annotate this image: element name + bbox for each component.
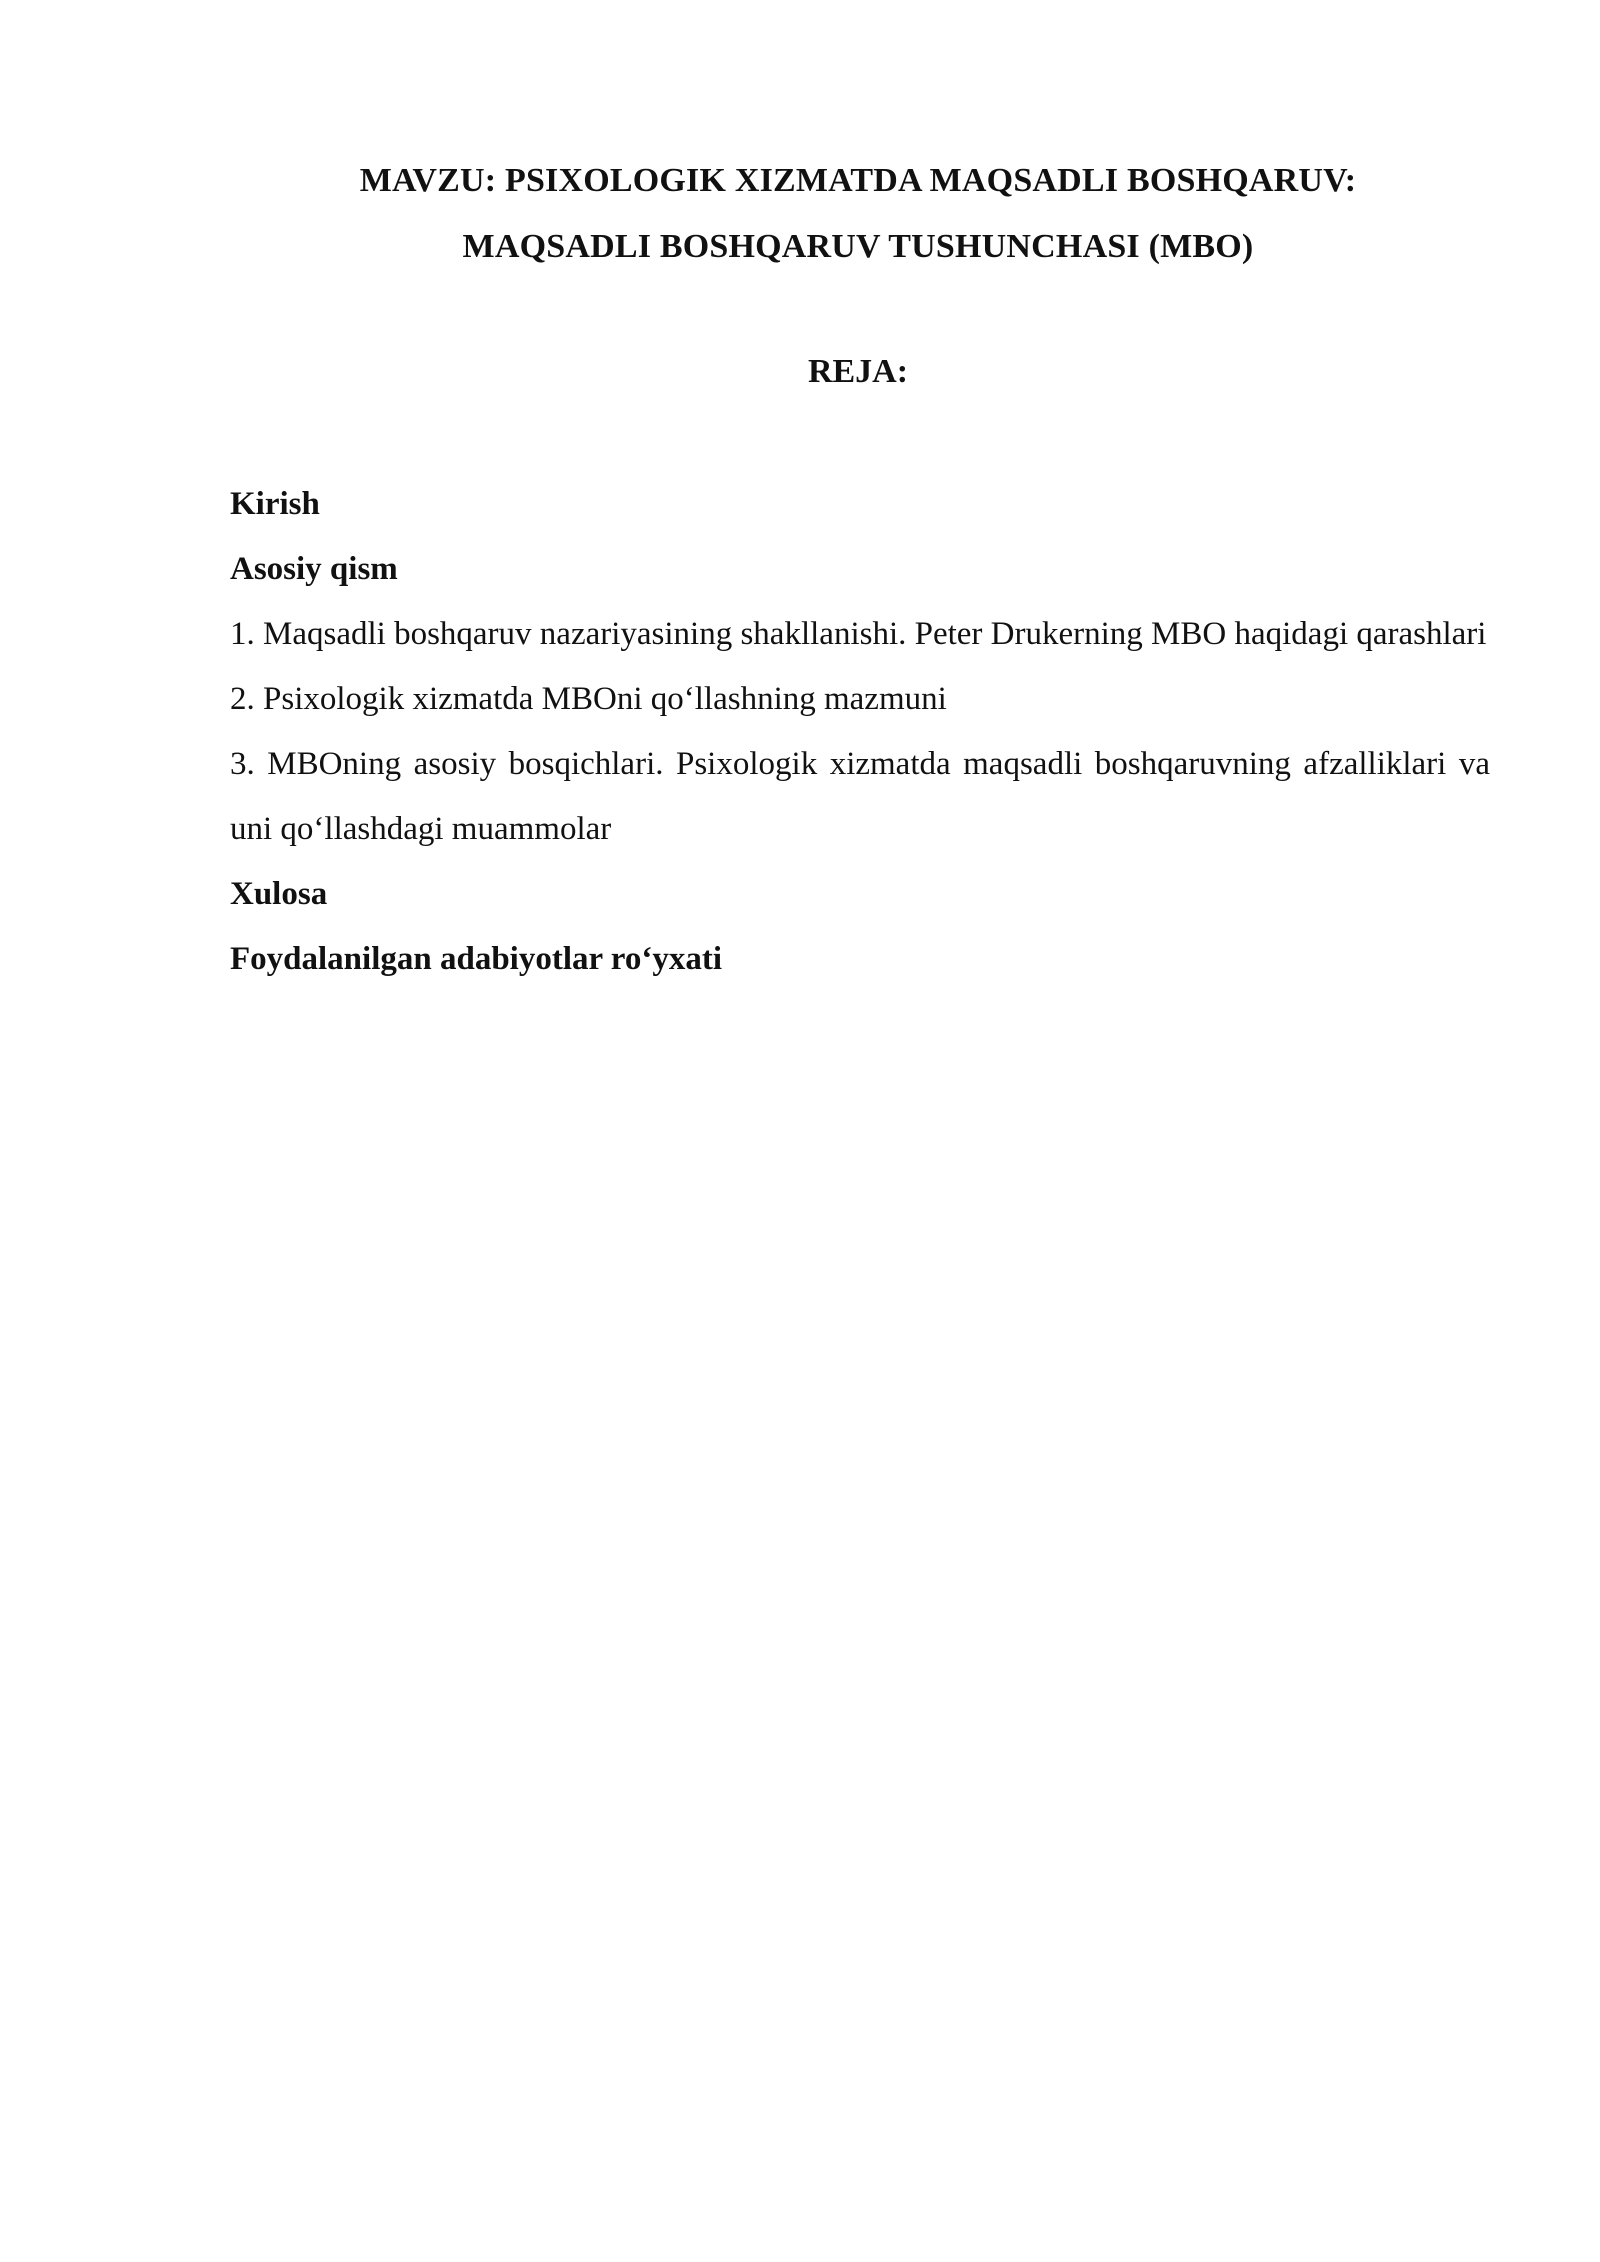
plan-item-conclusion: Xulosa	[230, 876, 328, 912]
plan-item-1: 1. Maqsadli boshqaruv nazariyasining shakllanishi. Peter Drukerning MBO haqidagi qarashlari	[230, 616, 1487, 652]
plan-item-references: Foydalanilgan adabiyotlar ro‘yxati	[230, 941, 723, 977]
title-line-1: MAVZU: PSIXOLOGIK XIZMATDA MAQSADLI BOSHQARUV:	[359, 162, 1357, 199]
title-line-2: MAQSADLI BOSHQARUV TUSHUNCHASI (MBO)	[462, 228, 1254, 265]
plan-item-2: 2. Psixologik xizmatda MBOni qo‘llashning mazmuni	[230, 681, 947, 717]
plan-item-introduction: Kirish	[230, 486, 320, 522]
plan-item-main-part: Asosiy qism	[230, 551, 398, 587]
plan-item-3: 3. MBOning asosiy bosqichlari. Psixologik xizmatda maqsadli boshqaruvning afzalliklari va uni qo‘llashdagi muammolar	[230, 746, 1490, 847]
plan-list	[230, 472, 1490, 992]
plan-heading: REJA:	[807, 353, 909, 390]
document-title	[0, 148, 1600, 280]
